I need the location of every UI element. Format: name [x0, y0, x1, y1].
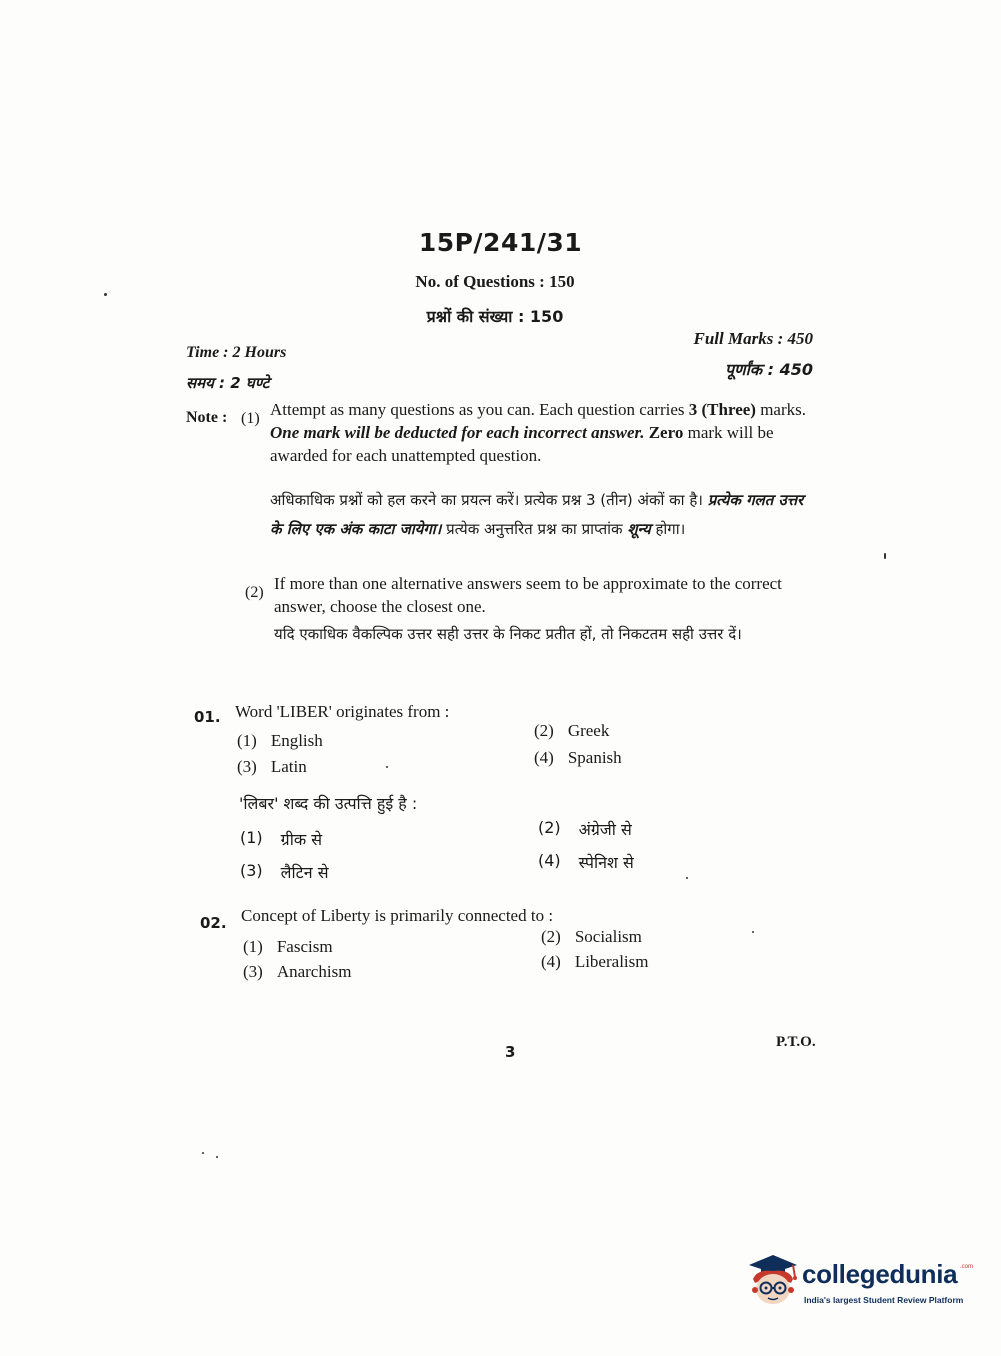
page-number: 3 — [505, 1043, 516, 1061]
scan-speck — [216, 1156, 218, 1158]
logo-domain-suffix: .com — [960, 1264, 974, 1270]
collegedunia-logo — [743, 1251, 973, 1313]
question-1-option-3: (3) Latin — [237, 757, 307, 776]
question-2-number: 02. — [200, 914, 227, 932]
time-hindi: समय : 2 घण्टे — [186, 374, 270, 392]
time-english: Time : 2 Hours — [186, 344, 287, 361]
question-2-option-4: (4) Liberalism — [541, 952, 649, 971]
question-1-text: Word 'LIBER' originates from : — [235, 702, 450, 721]
question-2-option-1: (1) Fascism — [243, 937, 333, 956]
question-1-hindi-option-2: (2) अंग्रेजी से — [538, 818, 632, 839]
question-1-option-2: (2) Greek — [534, 721, 610, 740]
scan-speck — [752, 931, 754, 933]
question-count-english: No. of Questions : 150 — [415, 272, 575, 291]
question-2-text: Concept of Liberty is primarily connected to : — [241, 906, 554, 925]
full-marks-english: Full Marks : 450 — [693, 329, 813, 348]
scan-speck — [386, 766, 388, 768]
note-item-1-number: (1) — [241, 410, 260, 427]
question-1-hindi-option-1: (1) ग्रीक से — [240, 828, 323, 849]
note-item-2-english: If more than one alternative answers seem to be approximate to the correct answer, choose the closest one. — [274, 574, 782, 616]
note-label: Note : — [186, 409, 228, 426]
paper-code: 15P/241/31 — [418, 228, 583, 257]
question-1-number: 01. — [194, 708, 221, 726]
scan-speck — [686, 877, 688, 879]
pto-label: P.T.O. — [776, 1034, 816, 1050]
question-1-option-4: (4) Spanish — [534, 748, 622, 767]
scan-speck — [104, 293, 107, 296]
logo-tagline: India's largest Student Review Platform — [804, 1295, 964, 1305]
note-item-2-hindi: यदि एकाधिक वैकल्पिक उत्तर सही उत्तर के निकट प्रतीत हों, तो निकटतम सही उत्तर दें। — [274, 625, 742, 643]
mascot-icon — [743, 1251, 803, 1311]
question-2-option-2: (2) Socialism — [541, 927, 642, 946]
question-1-hindi-option-3: (3) लैटिन से — [240, 861, 329, 882]
note-item-2-number: (2) — [245, 584, 264, 601]
note-item-1-hindi: अधिकाधिक प्रश्नों को हल करने का प्रयत्न करें। प्रत्येक प्रश्न 3 (तीन) अंकों का है। प्रत्येक गलत उत्तर के लिए एक अंक काटा जायेगा। प्रत्येक अनुत्तरित प्रश्न का प्राप्तांक शून्य होगा। — [270, 491, 804, 538]
question-1-hindi-option-4: (4) स्पेनिश से — [538, 851, 634, 872]
full-marks-hindi: पूर्णांक : 450 — [724, 360, 813, 379]
question-2-option-3: (3) Anarchism — [243, 962, 352, 981]
logo-wordmark: collegedunia — [802, 1259, 958, 1289]
question-count-hindi: प्रश्नों की संख्या : 150 — [426, 307, 564, 326]
question-1-option-1: (1) English — [237, 731, 323, 750]
scan-speck — [884, 553, 886, 559]
question-1-hindi-text: 'लिबर' शब्द की उत्पत्ति हुई है : — [239, 794, 418, 813]
scan-speck — [202, 1152, 204, 1154]
note-item-1-english: Attempt as many questions as you can. Each question carries 3 (Three) marks. One mark will be deducted for each incorrect answer. Zero mark will be awarded for each unattempted question. — [270, 400, 806, 465]
